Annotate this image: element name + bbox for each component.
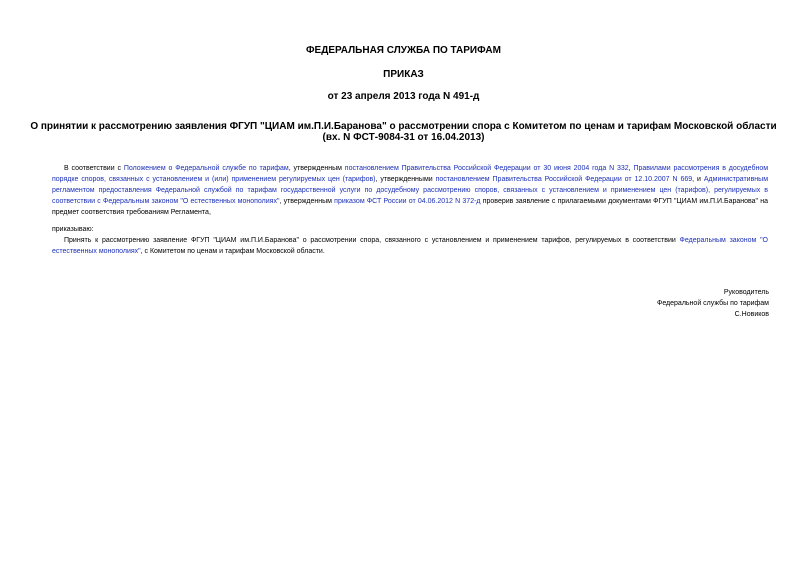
text-fragment: проверив заявление с прилагаемыми документами ФГУП "ЦИАМ им.П.И.Баранова" на предмет соответствия требованиям Регламента, (52, 198, 769, 216)
subject-line-1: О принятии к рассмотрению заявления ФГУП "ЦИАМ им.П.И.Баранова" о рассмотрении спора с Комитетом по ценам и тарифам Московской области (30, 121, 777, 132)
org-title: ФЕДЕРАЛЬНАЯ СЛУЖБА ПО ТАРИФАМ (306, 45, 501, 56)
link-fst-regulation[interactable]: Положением о Федеральной службе по тарифам (123, 165, 289, 172)
link-government-decree-669[interactable]: постановлением Правительства Российской Федерации от 12.10.2007 N 669 (435, 176, 693, 183)
text-fragment: , и (692, 176, 704, 183)
signature-organization: Федеральной службы по тарифам (657, 300, 769, 307)
paragraph-order (52, 235, 768, 257)
document-date: от 23 апреля 2013 года N 491-д (327, 91, 480, 102)
document-type: ПРИКАЗ (383, 69, 424, 80)
subject-line-2: (вх. N ФСТ-9084-31 от 16.04.2013) (322, 132, 485, 143)
link-natural-monopolies-law[interactable]: Федеральным законом "О естественных монополиях" (52, 237, 768, 255)
order-keyword: приказываю: (52, 226, 94, 233)
text-fragment: , утвержденным (288, 165, 345, 172)
link-dispute-rules[interactable]: Правилами рассмотрения в досудебном порядке споров, связанных с установлением и (или) применением регулируемых цен (тарифов) (52, 165, 769, 183)
text-fragment: В соответствии с (64, 165, 124, 172)
signature-position: Руководитель (723, 289, 769, 296)
text-fragment: Принять к рассмотрению заявление ФГУП "ЦИАМ им.П.И.Баранова" о рассмотрении спора, связанного с установлением и применением тарифов, регулируемых в соответствии (64, 237, 680, 244)
signature-name: С.Новиков (734, 311, 769, 318)
link-fst-order-372[interactable]: приказом ФСТ России от 04.06.2012 N 372-д (334, 198, 481, 205)
document-subject (0, 121, 807, 143)
text-fragment: , утвержденным (279, 198, 335, 205)
paragraph-preamble (52, 163, 768, 218)
link-administrative-regulation[interactable]: Административным регламентом предоставления Федеральной службой по тарифам государственной услуги по досудебному рассмотрению споров, связанных с установлением и применением цен (тарифов), регулируемых в соответствии с Федеральным законом "О естественных монополиях" (52, 176, 769, 205)
link-government-decree-332[interactable]: постановлением Правительства Российской Федерации от 30 июня 2004 года N 332 (344, 165, 629, 172)
text-fragment: , (628, 165, 634, 172)
text-fragment: , с Комитетом по ценам и тарифам Московской области. (140, 248, 325, 255)
text-fragment: , утвержденными (375, 176, 436, 183)
